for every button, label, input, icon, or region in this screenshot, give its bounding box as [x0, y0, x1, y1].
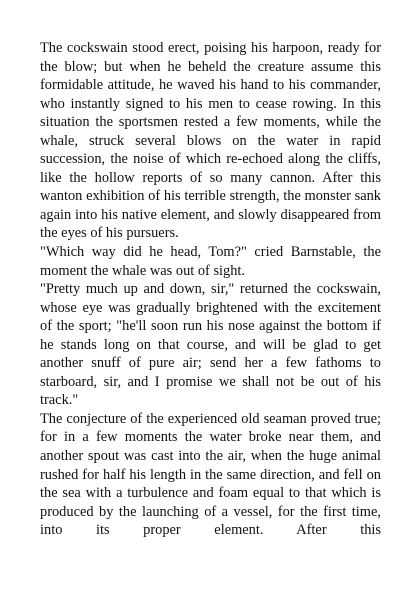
- paragraph: The cockswain stood erect, poising his harpoon, ready for the blow; but when he beheld the creature assume this formidable attitude, he waved his hand to his commander, who instantly signed to his men to cease rowing. In this situation the sportsmen rested a few moments, while the whale, struck several blows on the water in rapid succession, the noise of which re-echoed along the cliffs, like the hollow reports of so many cannon. After this wanton exhibition of his terrible strength, the monster sank again into his native element, and slowly disappeared from the eyes of his pursuers.: [40, 40, 381, 242]
- paragraph: "Which way did he head, Tom?" cried Barnstable, the moment the whale was out of sight.: [40, 244, 381, 279]
- paragraph: "Pretty much up and down, sir," returned the cockswain, whose eye was gradually brightened with the excitement of the sport; "he'll soon run his nose against the bottom if he stands long on that course, and will be glad to get another snuff of pure air; send her a few fathoms to starboard, sir, and I promise we shall not be out of his track.": [40, 281, 381, 409]
- page-text: [40, 39, 381, 540]
- paragraph: The conjecture of the experienced old seaman proved true; for in a few moments the water broke near them, and another spout was cast into the air, when the huge animal rushed for half his length in the same direction, and fell on the sea with a turbulence and foam equal to that which is produced by the launching of a vessel, for the first time, into its proper element. After this: [40, 410, 381, 539]
